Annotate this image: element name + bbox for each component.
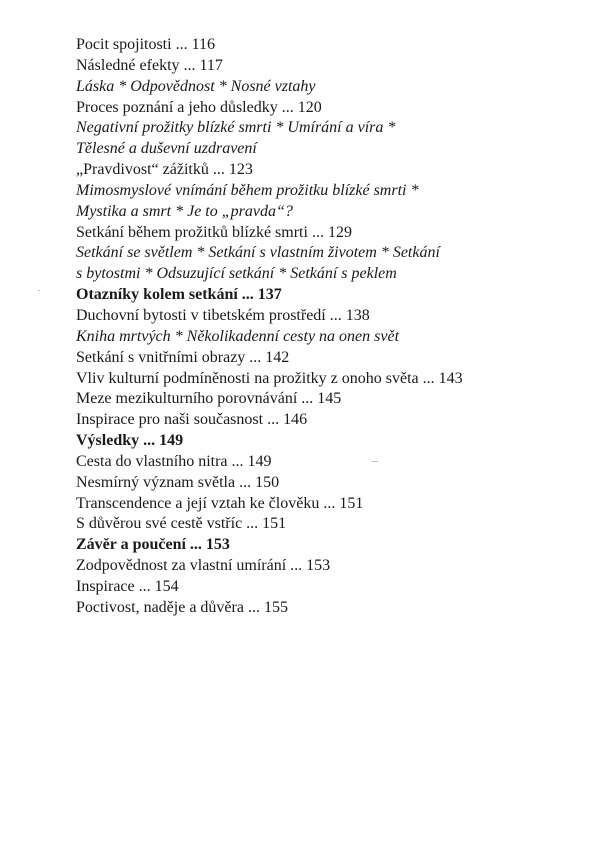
toc-subtopics: Láska * Odpovědnost * Nosné vztahy	[76, 77, 316, 95]
toc-entry: Setkání s vnitřními obrazy ... 142	[76, 348, 290, 366]
toc-entry: Vliv kulturní podmíněnosti na prožitky z onoho světa ... 143	[76, 369, 463, 387]
toc-entry: Duchovní bytosti v tibetském prostředí ... 138	[76, 306, 370, 324]
toc-subtopics: s bytostmi * Odsuzující setkání * Setkání s peklem	[76, 265, 397, 283]
toc-subtopics: Setkání se světlem * Setkání s vlastním životem * Setkání	[76, 244, 440, 262]
toc-entry: Inspirace ... 154	[76, 577, 179, 595]
toc-subtopics: Tělesné a duševní uzdravení	[76, 140, 257, 158]
toc-subtopics: Mystika a smrt * Je to „pravda“?	[76, 202, 293, 220]
scan-speck	[38, 290, 40, 291]
toc-entry: Poctivost, naděje a důvěra ... 155	[76, 598, 288, 616]
toc-entry: Následné efekty ... 117	[76, 56, 223, 74]
toc-subtopics: Kniha mrtvých * Několikadenní cesty na onen svět	[76, 327, 400, 345]
toc-entry: Inspirace pro naši současnost ... 146	[76, 411, 308, 429]
toc-entry: „Pravdivost“ zážitků ... 123	[76, 161, 253, 179]
toc-entry: Meze mezikulturního porovnávání ... 145	[76, 390, 342, 408]
toc-entry: Zodpovědnost za vlastní umírání ... 153	[76, 557, 331, 575]
toc-entry: Transcendence a její vztah ke člověku ... 151	[76, 494, 364, 512]
toc-entry: S důvěrou své cestě vstříc ... 151	[76, 515, 287, 533]
table-of-contents	[76, 35, 463, 619]
toc-entry: Nesmírný význam světla ... 150	[76, 473, 280, 491]
toc-entry: Cesta do vlastního nitra ... 149	[76, 452, 272, 470]
toc-chapter-heading: Výsledky ... 149	[76, 432, 184, 450]
scan-speck	[372, 461, 378, 462]
toc-entry: Setkání během prožitků blízké smrti ... 129	[76, 223, 352, 241]
toc-subtopics: Mimosmyslové vnímání během prožitku blízké smrti *	[76, 181, 419, 199]
toc-subtopics: Negativní prožitky blízké smrti * Umírání a víra *	[76, 119, 396, 137]
toc-entry: Pocit spojitosti ... 116	[76, 36, 215, 53]
toc-entry: Proces poznání a jeho důsledky ... 120	[76, 98, 322, 116]
toc-chapter-heading: Otazníky kolem setkání ... 137	[76, 286, 282, 304]
toc-chapter-heading: Závěr a poučení ... 153	[76, 536, 230, 554]
